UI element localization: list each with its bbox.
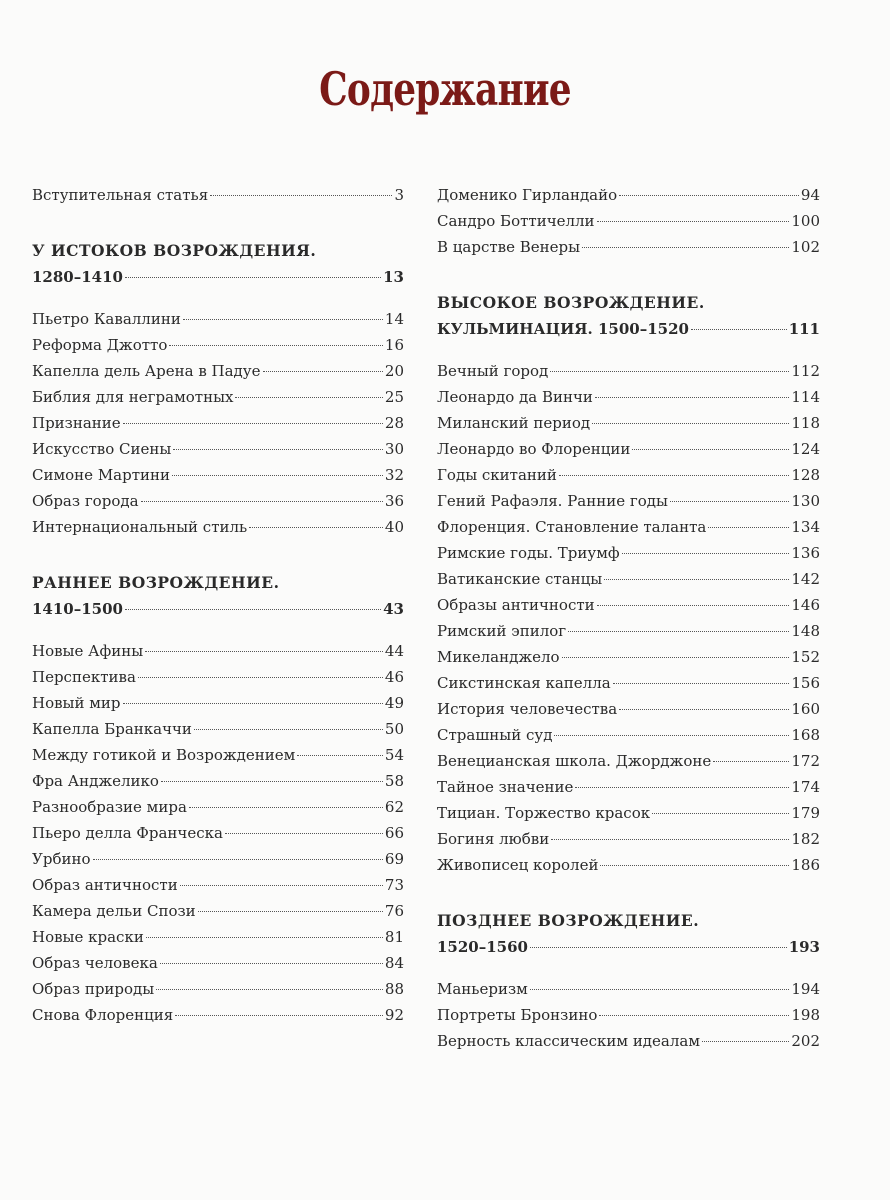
toc-entry-page: 43 [383, 600, 404, 618]
toc-entry-label: Богиня любви [437, 830, 550, 848]
section-title: У ИСТОКОВ ВОЗРОЖДЕНИЯ. [32, 241, 317, 260]
toc-entry-page: 88 [384, 980, 404, 998]
toc-entry-label: История человечества [437, 700, 618, 718]
toc-entry-page: 58 [384, 772, 404, 790]
toc-left-column [32, 182, 404, 1028]
toc-entry-label: Новый мир [32, 694, 121, 712]
section-entry[interactable] [32, 596, 404, 622]
toc-entry-label: Пьеро делла Франческа [32, 824, 223, 842]
section-title: ПОЗДНЕЕ ВОЗРОЖДЕНИЕ. [437, 911, 700, 930]
toc-entry-page: 54 [384, 746, 404, 764]
toc-entry-label: Симоне Мартини [32, 466, 171, 484]
toc-entry-label: Ватиканские станцы [437, 570, 603, 588]
toc-entry-label: КУЛЬМИНАЦИЯ. 1500–1520 [437, 320, 689, 338]
dot-leader [562, 657, 790, 658]
toc-entry-page: 128 [791, 466, 820, 484]
dot-leader [123, 423, 383, 424]
toc-entry[interactable] [437, 540, 820, 566]
toc-entry[interactable] [437, 670, 820, 696]
dot-leader [600, 865, 789, 866]
dot-leader [713, 761, 789, 762]
toc-entry-label: Урбино [32, 850, 91, 868]
toc-entry-intro[interactable] [32, 182, 404, 208]
toc-entry[interactable] [437, 826, 820, 852]
toc-entry-label: Вступительная статья [32, 186, 209, 204]
toc-entry-page: 81 [384, 928, 404, 946]
toc-entry[interactable] [437, 800, 820, 826]
dot-leader [582, 247, 789, 248]
toc-entry-page: 124 [791, 440, 820, 458]
toc-entry-label: Образы античности [437, 596, 595, 614]
toc-entry-label: Живописец королей [437, 856, 599, 874]
toc-entry[interactable] [437, 234, 820, 260]
dot-leader [297, 755, 383, 756]
toc-entry-label: Римские годы. Триумф [437, 544, 620, 562]
toc-entry-page: 40 [384, 518, 404, 536]
toc-entry-page: 20 [384, 362, 404, 380]
toc-entry-label: 1280–1410 [32, 268, 123, 286]
toc-entry[interactable] [437, 1002, 820, 1028]
toc-entry-page: 3 [394, 186, 404, 204]
toc-entry-label: Разнообразие мира [32, 798, 187, 816]
toc-entry-label: Маньеризм [437, 980, 528, 998]
dot-leader [161, 781, 383, 782]
toc-entry-page: 16 [384, 336, 404, 354]
dot-leader [619, 709, 789, 710]
toc-entry-label: Сикстинская капелла [437, 674, 611, 692]
dot-leader [530, 947, 787, 948]
dot-leader [249, 527, 383, 528]
toc-entry-label: Портреты Бронзино [437, 1006, 598, 1024]
section-entry[interactable] [437, 934, 820, 960]
dot-leader [160, 963, 383, 964]
toc-entry-label: Капелла Бранкаччи [32, 720, 192, 738]
toc-entry-page: 13 [383, 268, 404, 286]
dot-leader [210, 195, 392, 196]
dot-leader [708, 527, 789, 528]
toc-entry[interactable] [32, 742, 404, 768]
toc-entry[interactable] [437, 436, 820, 462]
dot-leader [632, 449, 789, 450]
dot-leader [670, 501, 789, 502]
toc-entry-label: Венецианская школа. Джорджоне [437, 752, 712, 770]
toc-entry-label: Капелла дель Арена в Падуе [32, 362, 261, 380]
toc-entry[interactable] [437, 384, 820, 410]
toc-entry-label: Леонардо во Флоренции [437, 440, 631, 458]
dot-leader [613, 683, 790, 684]
dot-leader [123, 703, 383, 704]
dot-leader [559, 475, 789, 476]
toc-entry[interactable] [437, 358, 820, 384]
toc-entry-page: 146 [791, 596, 820, 614]
toc-entry-page: 111 [788, 320, 820, 338]
toc-entry-label: Страшный суд [437, 726, 553, 744]
toc-entry[interactable] [437, 1028, 820, 1054]
section-title: ВЫСОКОЕ ВОЗРОЖДЕНИЕ. [437, 293, 705, 312]
dot-leader [597, 221, 790, 222]
toc-entry[interactable] [437, 566, 820, 592]
toc-entry-page: 62 [384, 798, 404, 816]
toc-entry-label: Сандро Боттичелли [437, 212, 595, 230]
toc-entry[interactable] [32, 924, 404, 950]
toc-entry-label: Леонардо да Винчи [437, 388, 593, 406]
toc-entry-label: Образ природы [32, 980, 155, 998]
toc-entry-page: 50 [384, 720, 404, 738]
dot-leader [551, 839, 789, 840]
toc-entry-label: Фра Анджелико [32, 772, 159, 790]
toc-entry-page: 172 [791, 752, 820, 770]
dot-leader [592, 423, 789, 424]
toc-entry-label: Признание [32, 414, 121, 432]
dot-leader [225, 833, 383, 834]
dot-leader [702, 1041, 789, 1042]
dot-leader [183, 319, 383, 320]
toc-entry[interactable] [437, 488, 820, 514]
dot-leader [550, 371, 789, 372]
toc-entry-page: 152 [791, 648, 820, 666]
toc-entry-page: 174 [791, 778, 820, 796]
dot-leader [198, 911, 383, 912]
dot-leader [145, 651, 383, 652]
toc-entry-page: 14 [384, 310, 404, 328]
dot-leader [554, 735, 789, 736]
toc-entry-page: 94 [800, 186, 820, 204]
toc-entry[interactable] [437, 722, 820, 748]
toc-entry[interactable] [32, 872, 404, 898]
dot-leader [180, 885, 383, 886]
toc-entry[interactable] [32, 638, 404, 664]
dot-leader [652, 813, 789, 814]
toc-entry[interactable] [32, 976, 404, 1002]
toc-entry-label: Интернациональный стиль [32, 518, 248, 536]
dot-leader [169, 345, 383, 346]
dot-leader [93, 859, 383, 860]
toc-entry-label: Новые краски [32, 928, 144, 946]
toc-entry[interactable] [437, 976, 820, 1002]
toc-entry-page: 102 [791, 238, 820, 256]
toc-entry[interactable] [32, 846, 404, 872]
dot-leader [622, 553, 790, 554]
toc-entry-page: 198 [791, 1006, 820, 1024]
toc-entry-label: Верность классическим идеалам [437, 1032, 701, 1050]
toc-entry[interactable] [32, 690, 404, 716]
toc-entry-label: Гений Рафаэля. Ранние годы [437, 492, 668, 510]
toc-entry[interactable] [32, 332, 404, 358]
dot-leader [575, 787, 789, 788]
toc-entry-label: Тайное значение [437, 778, 574, 796]
toc-entry-label: Образ города [32, 492, 139, 510]
toc-entry-label: Тициан. Торжество красок [437, 804, 651, 822]
toc-entry[interactable] [437, 208, 820, 234]
toc-entry[interactable] [32, 794, 404, 820]
toc-entry-label: Между готикой и Возрождением [32, 746, 296, 764]
dot-leader [691, 329, 787, 330]
toc-entry[interactable] [437, 462, 820, 488]
toc-entry-page: 76 [384, 902, 404, 920]
toc-entry-page: 118 [791, 414, 820, 432]
dot-leader [235, 397, 382, 398]
toc-entry-page: 69 [384, 850, 404, 868]
toc-entry[interactable] [32, 768, 404, 794]
toc-entry[interactable] [32, 898, 404, 924]
toc-entry[interactable] [437, 410, 820, 436]
toc-entry-page: 44 [384, 642, 404, 660]
toc-entry[interactable] [32, 514, 404, 540]
section-entry[interactable] [32, 264, 404, 290]
toc-entry[interactable] [32, 1002, 404, 1028]
toc-entry-label: Римский эпилог [437, 622, 567, 640]
toc-entry-page: 114 [791, 388, 820, 406]
toc-entry-label: Библия для неграмотных [32, 388, 234, 406]
toc-entry[interactable] [32, 384, 404, 410]
toc-entry-page: 32 [384, 466, 404, 484]
toc-entry-label: В царстве Венеры [437, 238, 581, 256]
section-title: РАННЕЕ ВОЗРОЖДЕНИЕ. [32, 573, 280, 592]
toc-entry-label: Микеланджело [437, 648, 560, 666]
toc-entry-label: Образ человека [32, 954, 158, 972]
toc-entry-page: 73 [384, 876, 404, 894]
toc-entry-page: 193 [788, 938, 820, 956]
toc-entry-page: 49 [384, 694, 404, 712]
toc-entry-label: Перспектива [32, 668, 136, 686]
toc-entry[interactable] [32, 716, 404, 742]
toc-entry-page: 130 [791, 492, 820, 510]
toc-entry-label: 1520–1560 [437, 938, 528, 956]
toc-entry-label: 1410–1500 [32, 600, 123, 618]
section-entry[interactable] [437, 316, 820, 342]
toc-entry-page: 66 [384, 824, 404, 842]
toc-entry[interactable] [32, 820, 404, 846]
dot-leader [263, 371, 383, 372]
toc-entry-page: 112 [791, 362, 820, 380]
dot-leader [595, 397, 789, 398]
toc-entry-label: Флоренция. Становление таланта [437, 518, 707, 536]
toc-entry-label: Камера дельи Спози [32, 902, 196, 920]
toc-entry-label: Пьетро Каваллини [32, 310, 181, 328]
toc-entry-label: Миланский период [437, 414, 591, 432]
toc-entry-page: 136 [791, 544, 820, 562]
toc-entry[interactable] [32, 306, 404, 332]
toc-entry-label: Новые Афины [32, 642, 144, 660]
dot-leader [173, 449, 383, 450]
toc-entry-page: 202 [791, 1032, 820, 1050]
toc-entry-label: Вечный город [437, 362, 549, 380]
dot-leader [125, 277, 381, 278]
toc-entry[interactable] [32, 950, 404, 976]
dot-leader [619, 195, 799, 196]
toc-entry[interactable] [32, 462, 404, 488]
toc-entry-page: 160 [791, 700, 820, 718]
toc-entry[interactable] [437, 182, 820, 208]
dot-leader [604, 579, 789, 580]
toc-entry-label: Снова Флоренция [32, 1006, 174, 1024]
toc-entry-page: 182 [791, 830, 820, 848]
dot-leader [156, 989, 383, 990]
toc-entry[interactable] [437, 748, 820, 774]
dot-leader [568, 631, 789, 632]
toc-entry-page: 28 [384, 414, 404, 432]
toc-entry[interactable] [32, 358, 404, 384]
toc-entry[interactable] [437, 774, 820, 800]
toc-entry[interactable] [437, 514, 820, 540]
toc-entry-page: 134 [791, 518, 820, 536]
toc-entry-label: Образ античности [32, 876, 178, 894]
dot-leader [189, 807, 383, 808]
toc-entry-page: 84 [384, 954, 404, 972]
toc-entry-label: Доменико Гирландайо [437, 186, 618, 204]
toc-entry[interactable] [32, 664, 404, 690]
dot-leader [175, 1015, 383, 1016]
dot-leader [530, 989, 790, 990]
toc-entry-page: 186 [791, 856, 820, 874]
dot-leader [125, 609, 381, 610]
toc-entry[interactable] [32, 436, 404, 462]
toc-entry[interactable] [437, 618, 820, 644]
dot-leader [138, 677, 383, 678]
dot-leader [146, 937, 383, 938]
toc-entry[interactable] [32, 488, 404, 514]
toc-entry-page: 92 [384, 1006, 404, 1024]
toc-entry-page: 30 [384, 440, 404, 458]
dot-leader [599, 1015, 789, 1016]
toc-entry-label: Реформа Джотто [32, 336, 168, 354]
toc-entry-page: 46 [384, 668, 404, 686]
page-title: Содержание [319, 62, 571, 116]
dot-leader [141, 501, 383, 502]
toc-entry-page: 179 [791, 804, 820, 822]
toc-entry-label: Искусство Сиены [32, 440, 172, 458]
toc-entry[interactable] [437, 696, 820, 722]
toc-entry-page: 25 [384, 388, 404, 406]
toc-entry-page: 156 [791, 674, 820, 692]
toc-entry-page: 194 [791, 980, 820, 998]
dot-leader [172, 475, 383, 476]
toc-entry-page: 36 [384, 492, 404, 510]
toc-entry-label: Годы скитаний [437, 466, 557, 484]
toc-entry[interactable] [437, 592, 820, 618]
toc-right-column [437, 182, 820, 1054]
toc-entry-page: 148 [791, 622, 820, 640]
dot-leader [194, 729, 383, 730]
toc-entry[interactable] [437, 644, 820, 670]
toc-entry-page: 142 [791, 570, 820, 588]
toc-entry-page: 168 [791, 726, 820, 744]
toc-entry[interactable] [437, 852, 820, 878]
toc-entry-page: 100 [791, 212, 820, 230]
toc-entry[interactable] [32, 410, 404, 436]
dot-leader [597, 605, 790, 606]
